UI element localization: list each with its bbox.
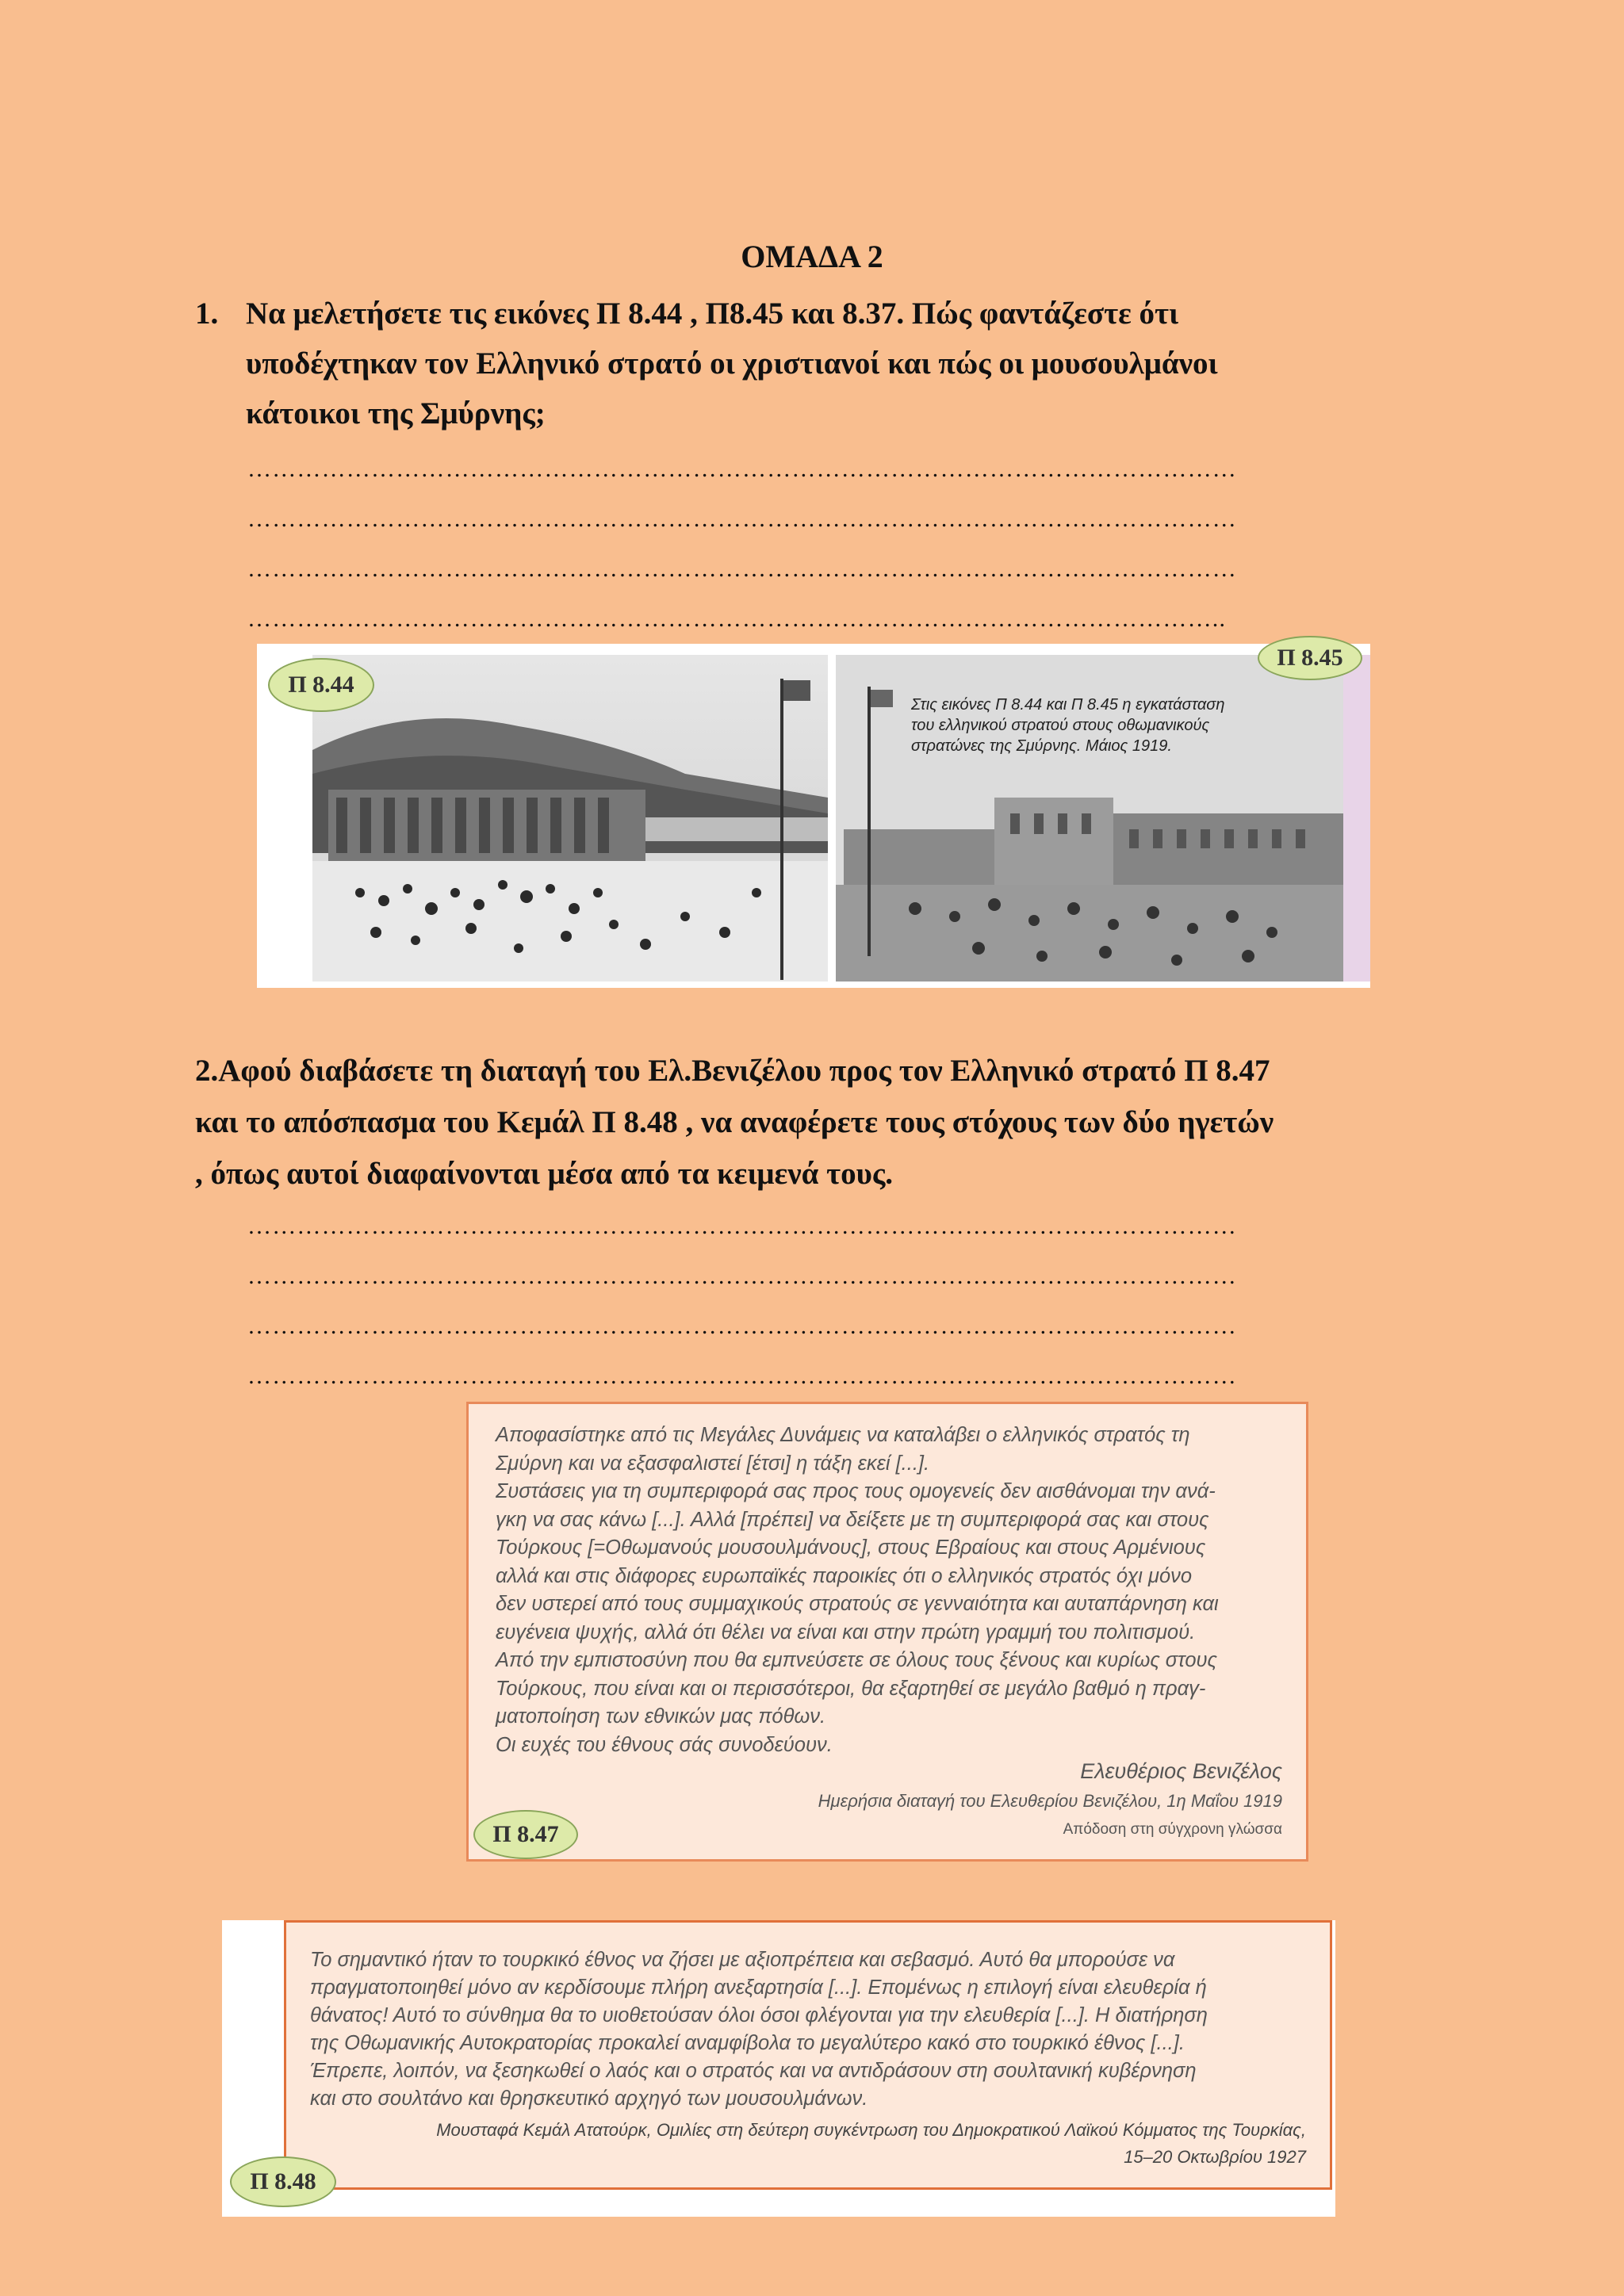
badge-p844: Π 8.44 xyxy=(268,658,374,712)
answer-line-q1[interactable]: ………………………………………………………………………………………………………… xyxy=(247,556,1237,582)
photo-caption: Στις εικόνες Π 8.44 και Π 8.45 η εγκατάσταση του ελληνικού στρατού στους οθωμανικούς στρατώνες της Σμύρνης. Μάιος 1919. xyxy=(911,696,1225,755)
answer-line-q1[interactable]: ………………………………………………………………………………………………………… xyxy=(247,456,1237,482)
source-p847-text: Αποφασίστηκε από τις Μεγάλες Δυνάμεις να καταλάβει ο ελληνικός στρατός τη Σμύρνη και να εξασφαλιστεί [έτσι] η τάξη εκεί [...]. Συστάσεις για τη συμπεριφορά σας προς τους ομογενείς δεν αισθάνομαι την ανά- γκη να σας κάνω [...]. Αλλά [πρέπει] να δείξετε με τη συμπεριφορά σας και στους Τούρκους [=Οθωμανούς μουσουλμάνους], στους Εβραίους και στους Αρμένιους αλλά και στις διάφορες ευρωπαϊκές παροικίες ότι ο ελληνικός στρατός όχι μόνο δεν υστερεί από τους συμμαχικούς στρατούς σε γενναιότητα και αυταπάρνηση και ευγένεια ψυχής, αλλά ότι θέλει να είναι και στην πρώτη γραμμή του πολιτισμού. Από την εμπιστοσύνη που θα εμπνεύσετε σε όλους τους ξένους και κυρίως στους Τούρκους, που είναι και οι περισσότεροι, θα εξαρτηθεί σε μεγάλο βαθμό η πραγ- ματοποίηση των εθνικών μας πόθων. Οι ευχές του έθνους σάς συνοδεύουν. xyxy=(496,1424,1219,1756)
photo-margin xyxy=(1343,655,1370,982)
question-1-line: Να μελετήσετε τις εικόνες Π 8.44 , Π8.45 και 8.37. Πώς φαντάζεστε ότι xyxy=(246,297,1179,331)
source-p847-note: Απόδοση στη σύγχρονη γλώσσα xyxy=(1063,1821,1282,1838)
photo-p845 xyxy=(836,655,1343,982)
answer-line-q2[interactable]: ………………………………………………………………………………………………………… xyxy=(247,1263,1237,1289)
answer-line-q1[interactable]: ………………………………………………………………………………………………………… xyxy=(247,506,1237,532)
source-p848-text: Το σημαντικό ήταν το τουρκικό έθνος να ζήσει με αξιοπρέπεια και σεβασμό. Αυτό θα μπορούσε να πραγματοποιηθεί μόνο αν κερδίσουμε πλήρη ανεξαρτησία [...]. Επομένως η επιλογή είναι ελευθερία ή θάνατος! Αυτό το σύνθημα θα το υιοθετούσαν όλοι όσοι φλέγονται για την ελευθερία [...]. Η διατήρηση της Οθωμανικής Αυτοκρατορίας προκαλεί αναμφίβολα το μεγαλύτερο κακό στο τουρκικό έθνος [...]. Έπρεπε, λοιπόν, να ξεσηκωθεί ο λαός και ο στρατός και να αντιδράσουν στη σουλτανική κυβέρνηση και στο σουλτάνο και θρησκευτικό αρχηγό των μουσουλμάνων. xyxy=(310,1949,1208,2110)
group-title: ΟΜΑΔΑ 2 xyxy=(741,239,883,274)
answer-line-q2[interactable]: ………………………………………………………………………………………………………… xyxy=(247,1313,1237,1339)
question-1-number: 1. xyxy=(195,297,219,331)
question-2-line: 2.Αφού διαβάσετε τη διαταγή του Ελ.Βενιζέλου προς τον Ελληνικό στρατό Π 8.47 xyxy=(195,1054,1270,1088)
badge-p847: Π 8.47 xyxy=(473,1810,578,1859)
source-box-p847 xyxy=(466,1402,1308,1862)
source-p847-author: Ελευθέριος Βενιζέλος xyxy=(1080,1759,1282,1783)
answer-line-q2[interactable]: ………………………………………………………………………………………………………… xyxy=(247,1213,1237,1239)
answer-line-q1[interactable]: ……………………………………………………………………………………………………….. xyxy=(247,606,1227,632)
barracks-photo-left xyxy=(312,655,828,982)
question-2-line: , όπως αυτοί διαφαίνονται μέσα από τα κειμενά τους. xyxy=(195,1157,894,1191)
source-box-p848 xyxy=(222,1920,1335,2217)
question-2 xyxy=(195,1045,1535,1200)
source-p848-date: 15–20 Οκτωβρίου 1927 xyxy=(1124,2147,1306,2167)
question-2-line: και το απόσπασμα του Κεμάλ Π 8.48 , να αναφέρετε τους στόχους των δύο ηγετών xyxy=(195,1105,1274,1139)
question-1-line: υποδέχτηκαν τον Ελληνικό στρατό οι χριστιανοί και πώς οι μουσουλμάνοι xyxy=(246,346,1218,381)
badge-p848: Π 8.48 xyxy=(230,2156,336,2207)
question-1-line: κάτοικοι της Σμύρνης; xyxy=(246,396,546,430)
badge-p845: Π 8.45 xyxy=(1258,636,1362,680)
source-p848-citation: Μουσταφά Κεμάλ Ατατούρκ, Ομιλίες στη δεύτερη συγκέντρωση του Δημοκρατικού Λαϊκού Κόμματος της Τουρκίας, xyxy=(436,2120,1306,2140)
photo-panel xyxy=(257,644,1370,988)
source-p847-citation: Ημερήσια διαταγή του Ελευθερίου Βενιζέλου, 1η Μαΐου 1919 xyxy=(818,1791,1282,1811)
answer-line-q2[interactable]: ………………………………………………………………………………………………………… xyxy=(247,1363,1237,1389)
photo-p844 xyxy=(312,655,828,982)
